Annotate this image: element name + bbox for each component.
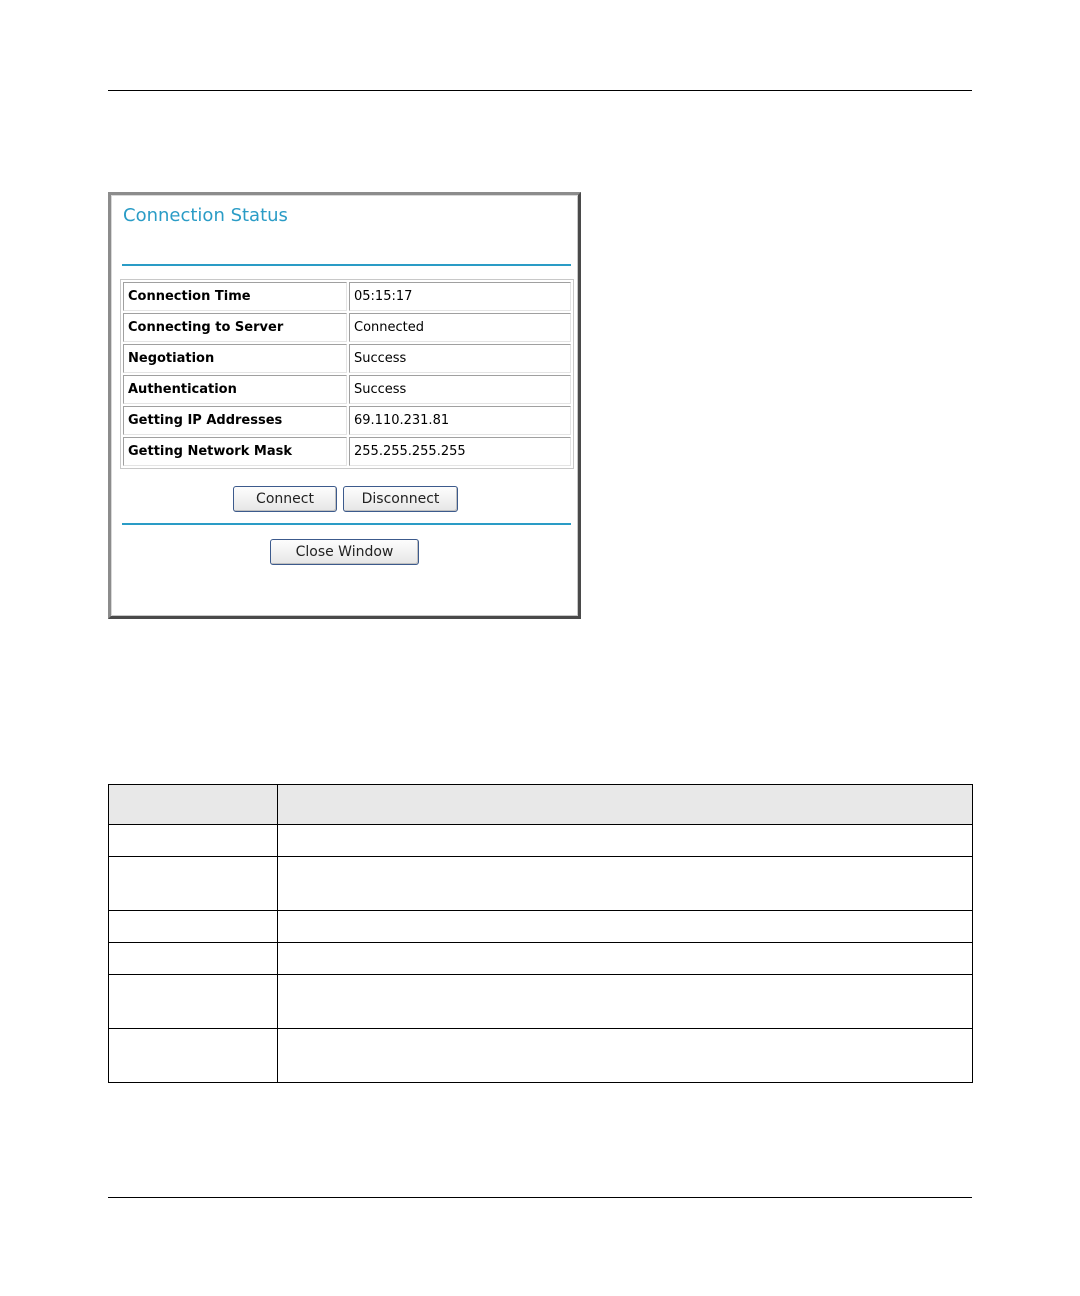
table-cell — [278, 975, 973, 1029]
row-label: Connection Time — [123, 282, 347, 311]
description-table — [108, 784, 973, 1083]
table-cell — [109, 943, 278, 975]
button-divider — [122, 523, 571, 525]
row-label: Getting IP Addresses — [123, 406, 347, 435]
table-row — [109, 943, 973, 975]
table-cell — [109, 975, 278, 1029]
table-row — [123, 375, 571, 404]
table-row — [109, 857, 973, 911]
row-label: Negotiation — [123, 344, 347, 373]
table-cell — [109, 1029, 278, 1083]
table-row — [109, 825, 973, 857]
row-label: Authentication — [123, 375, 347, 404]
table-cell — [278, 911, 973, 943]
row-value: Connected — [349, 313, 571, 342]
row-label: Getting Network Mask — [123, 437, 347, 466]
row-value: 255.255.255.255 — [349, 437, 571, 466]
close-window-button[interactable]: Close Window — [270, 539, 419, 565]
row-value: Success — [349, 375, 571, 404]
table-row — [123, 406, 571, 435]
table-cell — [278, 1029, 973, 1083]
table-row — [109, 975, 973, 1029]
row-value: 05:15:17 — [349, 282, 571, 311]
connection-status-window — [108, 192, 581, 619]
status-table — [120, 279, 574, 469]
table-row — [123, 313, 571, 342]
window-title: Connection Status — [123, 205, 288, 226]
table-cell — [109, 857, 278, 911]
disconnect-button[interactable]: Disconnect — [343, 486, 458, 512]
table-row — [109, 911, 973, 943]
table-row — [123, 282, 571, 311]
row-label: Connecting to Server — [123, 313, 347, 342]
table-row — [109, 1029, 973, 1083]
connect-button[interactable]: Connect — [233, 486, 337, 512]
header-cell — [109, 785, 278, 825]
header-cell — [278, 785, 973, 825]
table-cell — [278, 825, 973, 857]
header-rule — [108, 90, 972, 91]
table-cell — [278, 857, 973, 911]
footer-rule — [108, 1197, 972, 1198]
table-row — [123, 344, 571, 373]
table-header-row — [109, 785, 973, 825]
table-cell — [109, 911, 278, 943]
title-divider — [122, 264, 571, 266]
row-value: Success — [349, 344, 571, 373]
table-row — [123, 437, 571, 466]
table-cell — [278, 943, 973, 975]
table-cell — [109, 825, 278, 857]
row-value: 69.110.231.81 — [349, 406, 571, 435]
